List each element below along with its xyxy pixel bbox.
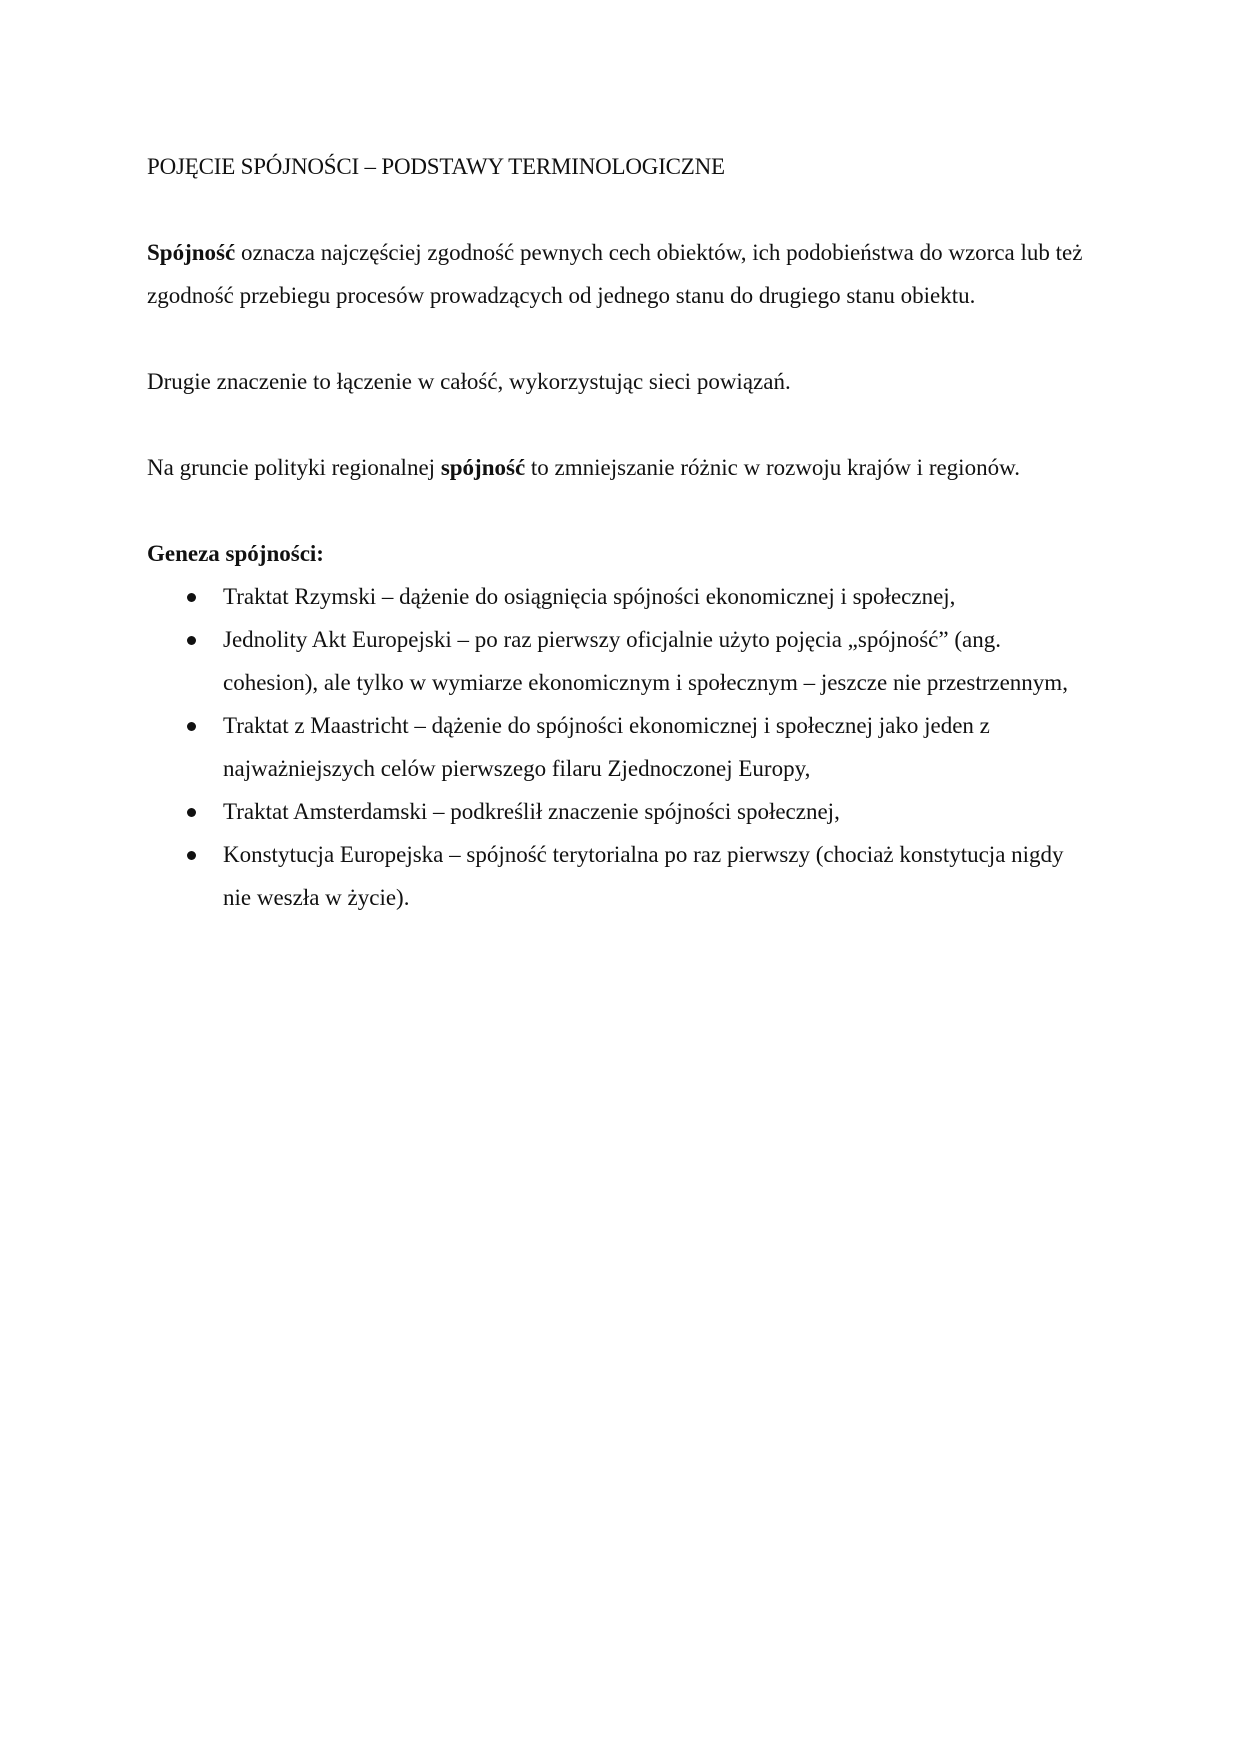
section-heading-genesis: Geneza spójności: bbox=[147, 541, 324, 566]
item-name: Konstytucja Europejska bbox=[223, 842, 444, 867]
regional-policy-before: Na gruncie polityki regionalnej bbox=[147, 455, 441, 480]
list-item bbox=[147, 833, 1097, 919]
paragraph-definition bbox=[147, 231, 1097, 317]
second-meaning-text: Drugie znaczenie to łączenie w całość, wykorzystując sieci powiązań. bbox=[147, 369, 791, 394]
document-body bbox=[147, 145, 1097, 919]
term-spojnosc-regional: spójność bbox=[440, 455, 526, 480]
bullet-icon bbox=[187, 851, 196, 860]
list-item bbox=[147, 575, 1097, 618]
bullet-icon bbox=[187, 636, 196, 645]
paragraph-second-meaning bbox=[147, 360, 1097, 403]
item-name: Traktat Rzymski bbox=[223, 584, 377, 609]
bullet-icon bbox=[187, 808, 196, 817]
item-text: – spójność terytorialna po raz pierwszy (chociaż konstytucja nigdy nie weszła w życie). bbox=[223, 842, 1064, 910]
document-title bbox=[147, 145, 1097, 188]
item-text: – dążenie do osiągnięcia spójności ekonomicznej i społecznej, bbox=[376, 584, 956, 609]
regional-policy-after: to zmniejszanie różnic w rozwoju krajów i regionów. bbox=[525, 455, 1020, 480]
list-item bbox=[147, 790, 1097, 833]
item-name: Traktat z Maastricht bbox=[223, 713, 409, 738]
list-item bbox=[147, 618, 1097, 704]
item-name: Jednolity Akt Europejski bbox=[223, 627, 452, 652]
genesis-list bbox=[147, 575, 1097, 919]
definition-text: oznacza najczęściej zgodność pewnych cech obiektów, ich podobieństwa do wzorca lub też zgodność przebiegu procesów prowadzących od jednego stanu do drugiego stanu obiektu. bbox=[147, 240, 1083, 308]
item-name: Traktat Amsterdamski bbox=[223, 799, 428, 824]
item-text: – podkreślił znaczenie spójności społecznej, bbox=[427, 799, 840, 824]
title-separator: – bbox=[358, 154, 382, 179]
title-part-sub: PODSTAWY TERMINOLOGICZNE bbox=[381, 154, 725, 179]
term-spojnosc: Spójność bbox=[147, 240, 236, 265]
bullet-icon bbox=[187, 593, 196, 602]
list-item bbox=[147, 704, 1097, 790]
title-part-main: POJĘCIE SPÓJNOŚCI bbox=[147, 154, 359, 179]
item-text: – po raz pierwszy oficjalnie użyto pojęcia „spójność” (ang. cohesion), ale tylko w wymiarze ekonomicznym i społecznym – jeszcze nie przestrzennym, bbox=[223, 627, 1068, 695]
bullet-icon bbox=[187, 722, 196, 731]
item-text: – dążenie do spójności ekonomicznej i społecznej jako jeden z najważniejszych celów pierwszego filaru Zjednoczonej Europy, bbox=[223, 713, 990, 781]
paragraph-regional-policy bbox=[147, 446, 1097, 489]
